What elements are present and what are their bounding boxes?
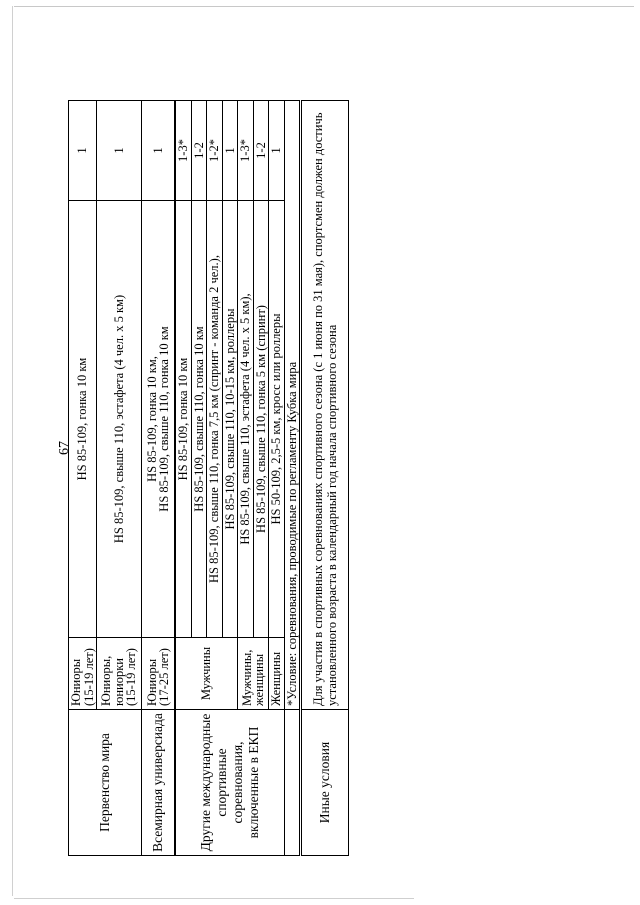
scan-edge	[12, 6, 13, 896]
age-cell: Юниоры, юниорки (15-19 лет)	[97, 638, 142, 710]
discipline-cell: HS 50-109, 2,5-5 км, кросс или роллеры	[269, 201, 285, 638]
other-conditions-label: Иные условия	[301, 710, 349, 856]
discipline-cell: HS 85-109, свыше 110, эстафета (4 чел. х 5 км),	[238, 201, 254, 638]
places-cell: 1-2*	[207, 101, 223, 201]
other-conditions-text: Для участия в спортивных соревнованиях спортивного сезона (с 1 июня по 31 мая), спортсмен должен достичь установленного возраста в календарный год начала спортивного сезона	[301, 101, 349, 710]
footnote: *Условие: соревнования, проводимые по регламенту Кубка мира	[284, 101, 301, 710]
discipline-cell: HS 85-109, свыше 110, гонка 7,5 км (спринт - команда 2 чел.),	[207, 201, 223, 638]
age-cell: Юниоры (17-25 лет)	[142, 638, 176, 710]
places-cell: 1-3*	[175, 101, 191, 201]
discipline-cell: HS 85-109, гонка 10 км	[69, 201, 97, 638]
places-cell: 1	[97, 101, 142, 201]
places-cell: 1	[69, 101, 97, 201]
event-cell: Первенство мира	[69, 710, 142, 856]
places-cell: 1-2	[191, 101, 207, 201]
table-row	[301, 101, 349, 856]
scan-edge	[14, 898, 414, 899]
places-cell: 1-2	[253, 101, 269, 201]
event-cell: Всемирная универсиада	[142, 710, 176, 856]
discipline-cell: HS 85-109, гонка 10 км, HS 85-109, свыше 110, гонка 10 км	[142, 201, 176, 638]
table-row	[69, 101, 97, 856]
places-cell: 1-3*	[238, 101, 254, 201]
table-row	[142, 101, 176, 856]
event-cell: Другие международные спортивные соревнования, включенные в ЕКП	[175, 710, 284, 856]
page-number: 67	[57, 441, 72, 455]
spacer-cell	[284, 710, 301, 856]
discipline-cell: HS 85-109, свыше 110, 10-15 км, роллеры	[222, 201, 238, 638]
table-row	[284, 101, 301, 856]
rotated-table-wrapper	[68, 101, 341, 856]
age-cell: Юниоры (15-19 лет)	[69, 638, 97, 710]
discipline-cell: HS 85-109, свыше 110, эстафета (4 чел. х 5 км)	[97, 201, 142, 638]
discipline-cell: HS 85-109, свыше 110, гонка 10 км	[191, 201, 207, 638]
age-cell: Мужчины, женщины	[238, 638, 269, 710]
places-cell: 1	[222, 101, 238, 201]
qualification-table	[68, 100, 349, 856]
age-cell: Женщины	[269, 638, 285, 710]
table-row	[175, 101, 191, 856]
places-cell: 1	[142, 101, 176, 201]
age-cell: Мужчины	[175, 638, 238, 710]
discipline-cell: HS 85-109, свыше 110, гонка 5 км (спринт)	[253, 201, 269, 638]
scan-edge	[14, 6, 634, 7]
places-cell: 1	[269, 101, 285, 201]
discipline-cell: HS 85-109, гонка 10 км	[175, 201, 191, 638]
